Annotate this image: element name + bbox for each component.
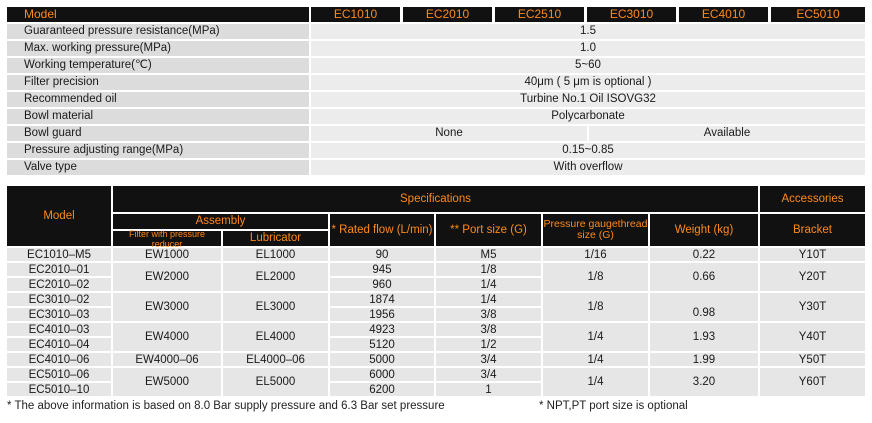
spec-table-top	[7, 7, 865, 180]
assembly-header: Assembly	[113, 214, 328, 229]
spec-row	[7, 92, 865, 107]
spec-value: Turbine No.1 Oil ISOVG32	[311, 92, 865, 107]
model-cell: EC4010–03	[7, 323, 111, 336]
model-header: Model	[7, 186, 111, 246]
spec-label: Recommended oil	[7, 92, 309, 107]
rated-flow-cell: 960	[330, 278, 434, 291]
model-col-ec3010: EC3010	[587, 7, 676, 22]
gauge-thread-cell: 1/4	[543, 368, 648, 396]
spec-value: 40μm ( 5 μm is optional )	[311, 75, 865, 90]
filter-reducer-cell: EW4000–06	[113, 353, 221, 366]
spec-row	[7, 109, 865, 124]
port-size-cell: 3/8	[436, 308, 541, 321]
port-size-cell: 3/4	[436, 353, 541, 366]
spec-value-left: None	[311, 126, 587, 141]
spec-value-right: Available	[589, 126, 865, 141]
rated-flow-cell: 945	[330, 263, 434, 276]
port-size-header: ** Port size (G)	[436, 214, 541, 246]
filter-reducer-cell: EW4000	[113, 323, 221, 351]
specifications-header: Specifications	[113, 186, 758, 212]
spec-label: Valve type	[7, 160, 309, 175]
model-cell: EC4010–06	[7, 353, 111, 366]
rated-flow-cell: 6000	[330, 368, 434, 381]
model-cell: EC5010–10	[7, 383, 111, 396]
spec-label: Max. working pressure(MPa)	[7, 41, 309, 56]
spec-value: 5~60	[311, 58, 865, 73]
model-cell: EC2010–02	[7, 278, 111, 291]
spec-label: Bowl material	[7, 109, 309, 124]
bracket-cell: Y30T	[760, 293, 865, 321]
gauge-thread-cell: 1/4	[543, 353, 648, 366]
spec-value: 1.0	[311, 41, 865, 56]
gauge-thread-cell: 1/16	[543, 248, 648, 261]
rated-flow-cell: 1874	[330, 293, 434, 306]
weight-cell: 1.93	[650, 323, 758, 351]
weight-cell: 1.99	[650, 353, 758, 366]
filter-reducer-cell: EW2000	[113, 263, 221, 291]
bracket-header: Bracket	[760, 214, 865, 246]
model-col-ec5010: EC5010	[771, 7, 865, 22]
spec-row	[7, 75, 865, 90]
lubricator-cell: EL3000	[223, 293, 328, 321]
spec-value: With overflow	[311, 160, 865, 175]
weight-cell: 0.98	[650, 293, 758, 321]
model-cell: EC2010–01	[7, 263, 111, 276]
spec-row	[7, 143, 865, 158]
weight-cell: 0.66	[650, 263, 758, 291]
model-cell: EC3010–02	[7, 293, 111, 306]
spec-label: Pressure adjusting range(MPa)	[7, 143, 309, 158]
gauge-thread-header: Pressure gaugethread size (G)	[543, 214, 648, 246]
model-col-ec2010: EC2010	[403, 7, 492, 22]
spec-row	[7, 58, 865, 73]
port-size-cell: M5	[436, 248, 541, 261]
rated-flow-cell: 1956	[330, 308, 434, 321]
accessories-header: Accessories	[760, 186, 865, 212]
model-col-ec1010: EC1010	[311, 7, 400, 22]
lubricator-header: Lubricator	[223, 231, 328, 246]
rated-flow-cell: 5120	[330, 338, 434, 351]
filter-reducer-header: Filter with pressure reducer	[113, 231, 221, 246]
weight-header: Weight (kg)	[650, 214, 758, 246]
spec-label: Working temperature(℃)	[7, 58, 309, 73]
model-col-ec4010: EC4010	[679, 7, 768, 22]
port-size-cell: 1/8	[436, 263, 541, 276]
spec-row	[7, 126, 865, 141]
port-size-cell: 3/8	[436, 323, 541, 336]
filter-reducer-cell: EW5000	[113, 368, 221, 396]
lubricator-cell: EL2000	[223, 263, 328, 291]
spec-label: Guaranteed pressure resistance(MPa)	[7, 24, 309, 39]
footnote-pressure: * The above information is based on 8.0 Bar supply pressure and 6.3 Bar set pressure	[7, 400, 445, 412]
gauge-thread-cell: 1/8	[543, 263, 648, 291]
lubricator-cell: EL5000	[223, 368, 328, 396]
spec-row	[7, 41, 865, 56]
gauge-thread-cell: 1/4	[543, 323, 648, 351]
spec-table-bottom	[7, 186, 865, 398]
spec-row	[7, 160, 865, 175]
model-header: Model	[7, 7, 309, 22]
port-size-cell: 3/4	[436, 368, 541, 381]
bracket-cell: Y40T	[760, 323, 865, 351]
port-size-cell: 1/4	[436, 278, 541, 291]
header-row	[7, 7, 865, 22]
rated-flow-cell: 90	[330, 248, 434, 261]
model-cell: EC1010–M5	[7, 248, 111, 261]
lubricator-cell: EL4000–06	[223, 353, 328, 366]
model-cell: EC3010–03	[7, 308, 111, 321]
model-col-ec2510: EC2510	[495, 7, 584, 22]
spec-label: Bowl guard	[7, 126, 309, 141]
bracket-cell: Y50T	[760, 353, 865, 366]
spec-row	[7, 24, 865, 39]
port-size-cell: 1/4	[436, 293, 541, 306]
port-size-cell: 1	[436, 383, 541, 396]
weight-cell: 0.22	[650, 248, 758, 261]
filter-reducer-cell: EW1000	[113, 248, 221, 261]
spec-value: 0.15~0.85	[311, 143, 865, 158]
lubricator-cell: EL1000	[223, 248, 328, 261]
spec-value: 1.5	[311, 24, 865, 39]
gauge-thread-cell: 1/8	[543, 293, 648, 321]
model-cell: EC4010–04	[7, 338, 111, 351]
lubricator-cell: EL4000	[223, 323, 328, 351]
bracket-cell: Y60T	[760, 368, 865, 396]
rated-flow-cell: 6200	[330, 383, 434, 396]
weight-cell: 3.20	[650, 368, 758, 396]
model-cell: EC5010–06	[7, 368, 111, 381]
bracket-cell: Y10T	[760, 248, 865, 261]
port-size-cell: 1/2	[436, 338, 541, 351]
rated-flow-cell: 4923	[330, 323, 434, 336]
spec-label: Filter precision	[7, 75, 309, 90]
bracket-cell: Y20T	[760, 263, 865, 291]
footnote-port: * NPT,PT port size is optional	[539, 400, 688, 412]
spec-value: Polycarbonate	[311, 109, 865, 124]
filter-reducer-cell: EW3000	[113, 293, 221, 321]
rated-flow-header: * Rated flow (L/min)	[330, 214, 434, 246]
rated-flow-cell: 5000	[330, 353, 434, 366]
